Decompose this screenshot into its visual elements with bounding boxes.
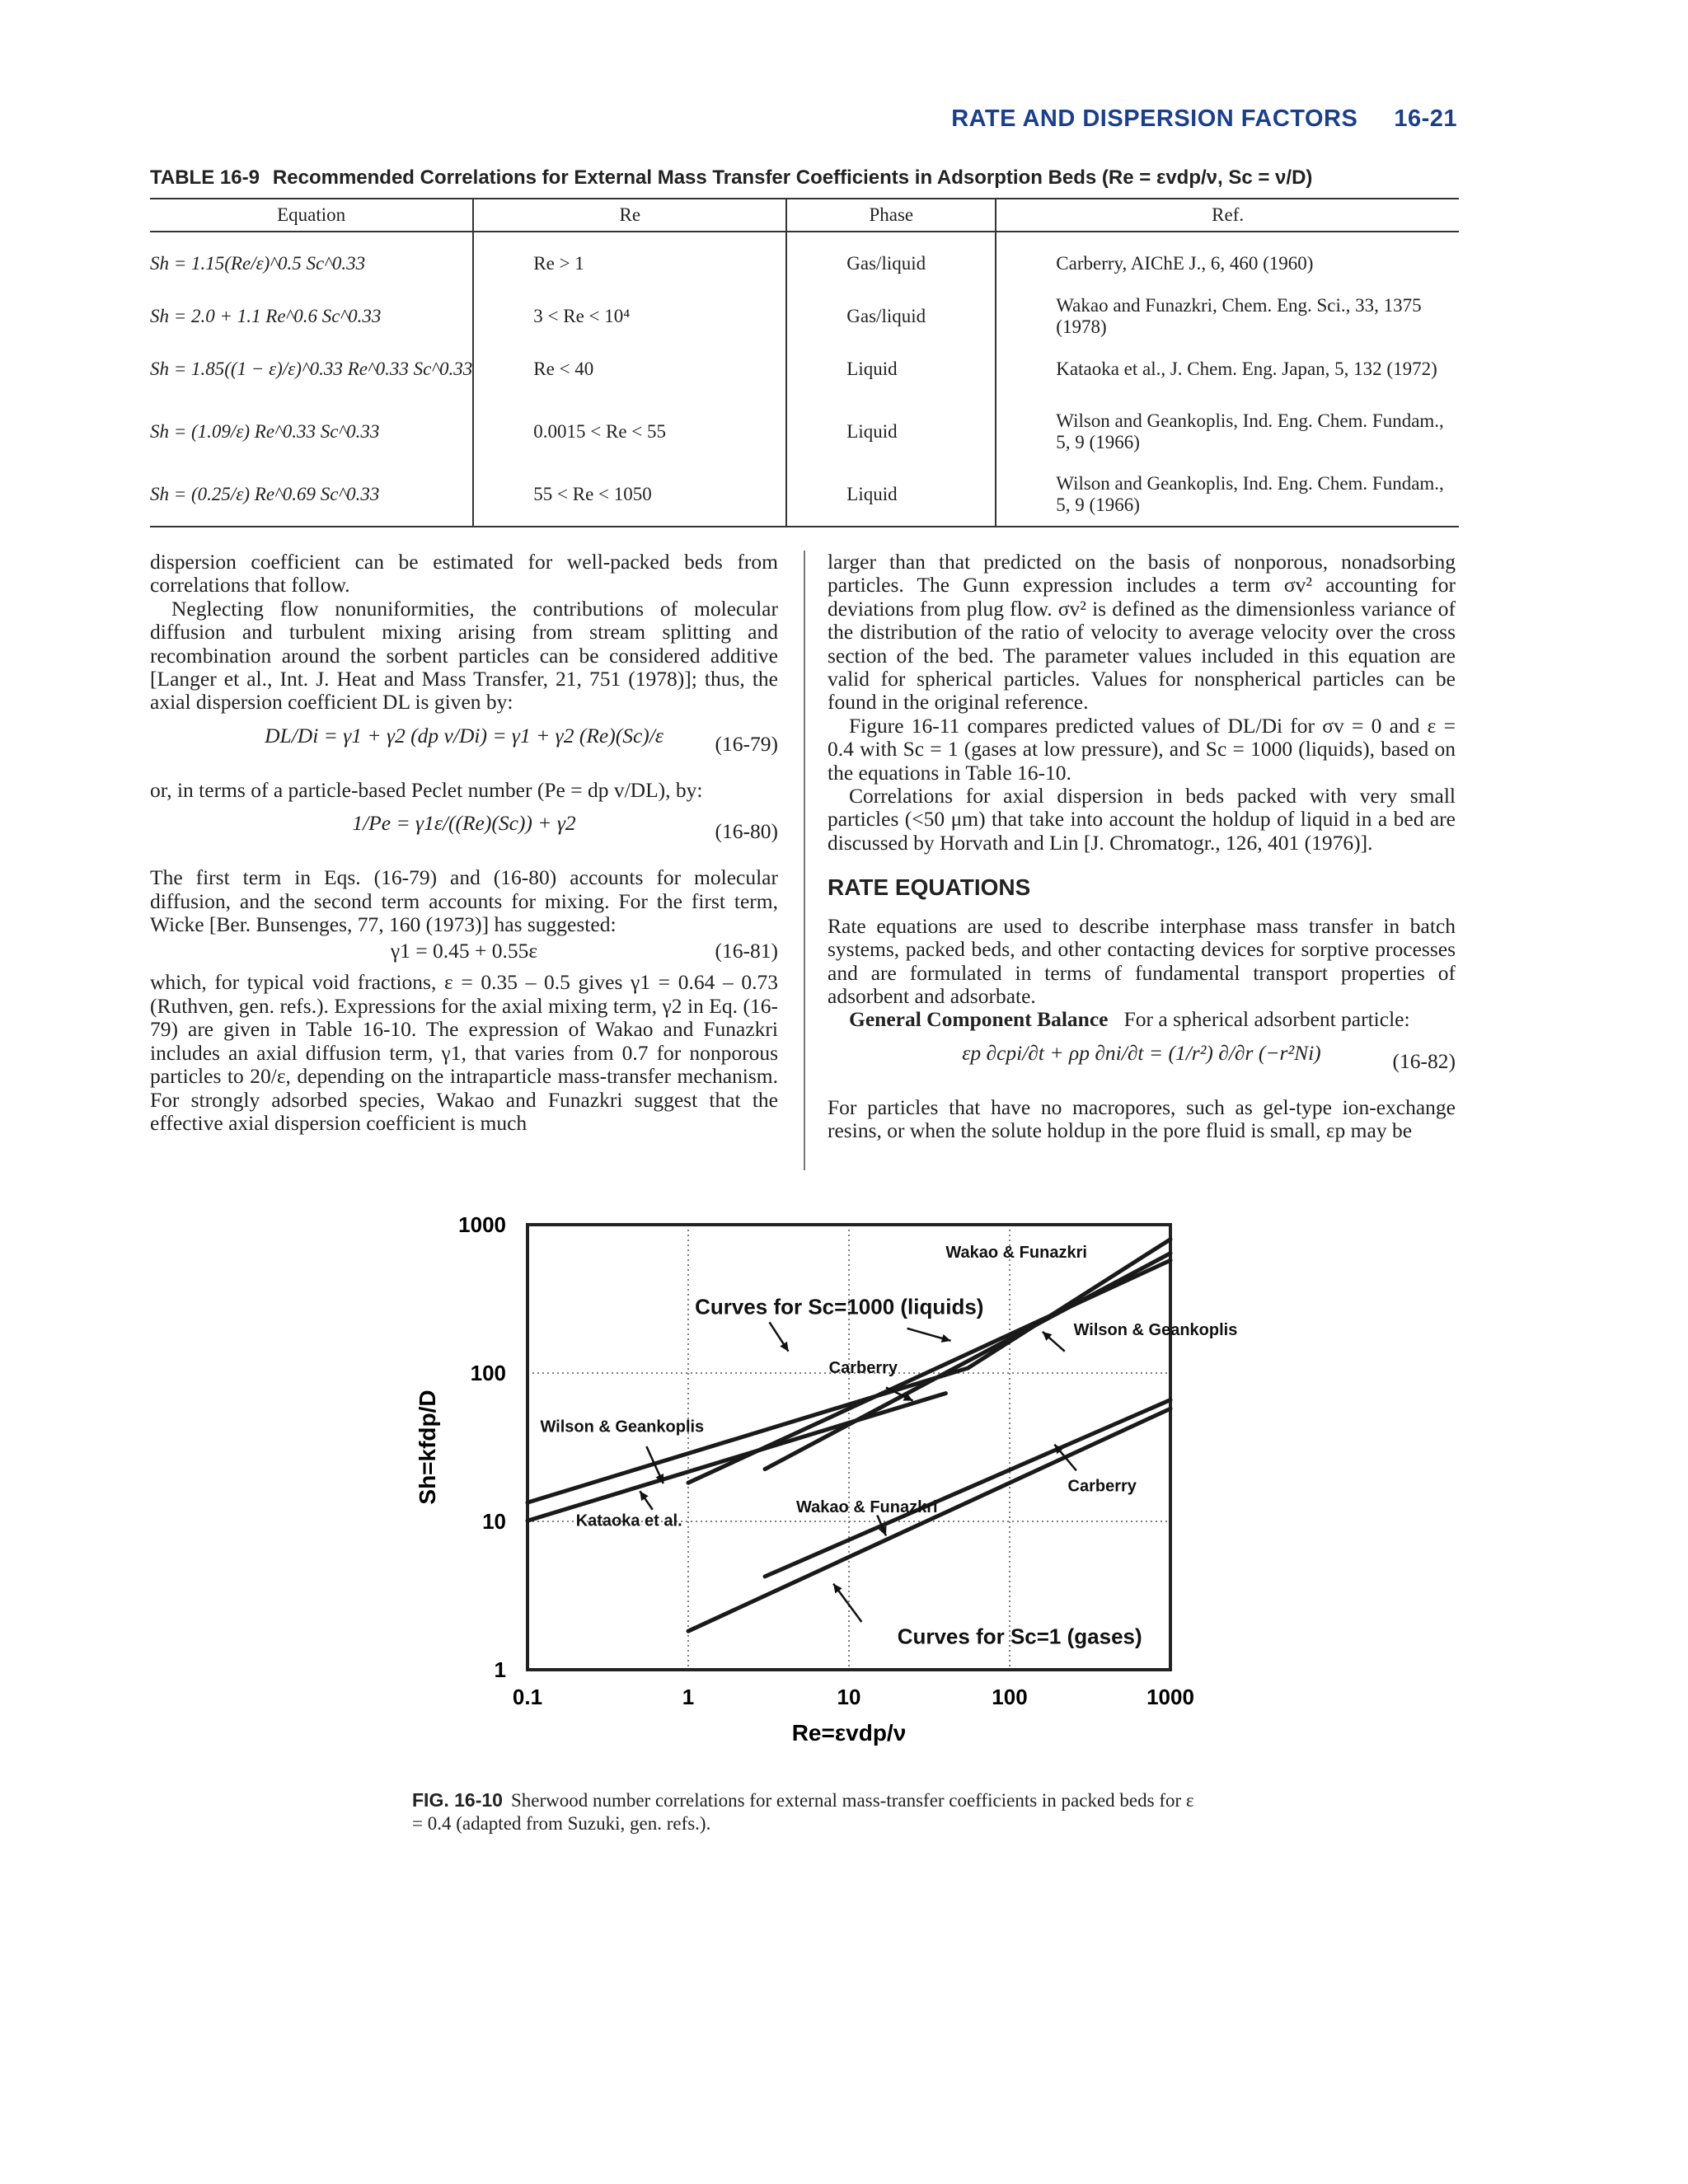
equation-body: εp ∂cpi/∂t + ρp ∂ni/∂t = (1/r²) ∂/∂r (−r²Ni) [962, 1040, 1321, 1065]
page-number: 16-21 [1394, 105, 1457, 132]
table-cell-ref: Wilson and Geankoplis, Ind. Eng. Chem. Fundam., 5, 9 (1966) [996, 401, 1459, 463]
x-axis-title: Re=εvdp/ν [791, 1720, 907, 1746]
annotation-label: Wilson & Geankoplis [1073, 1321, 1238, 1340]
table-cell-phase: Gas/liquid [786, 295, 996, 338]
paragraph: Figure 16-11 compares predicted values of DL/Di for σv = 0 and ε = 0.4 with Sc = 1 (gases at low pressure), and Sc = 1000 (liquids), based on the equations in Table 16-10. [828, 713, 1456, 785]
equation-16-80 [150, 805, 778, 863]
equation-body: DL/Di = γ1 + γ2 (dp v/Di) = γ1 + γ2 (Re)(Sc)/ε [265, 723, 663, 748]
table-cell-re: Re < 40 [473, 338, 786, 401]
table-cell-phase: Liquid [786, 463, 996, 527]
sherwood-chart [396, 1203, 1238, 1764]
figure-caption-text: Sherwood number correlations for external mass-transfer coefficients in packed beds for ε = 0.4 (adapted from Suzuki, gen. refs.). [412, 1790, 1194, 1834]
table-cell-re: 55 < Re < 1050 [473, 463, 786, 527]
table-cell-re: 3 < Re < 10⁴ [473, 295, 786, 338]
paragraph-text: For a spherical adsorbent particle: [1123, 1007, 1410, 1032]
table-cell-re: Re > 1 [473, 232, 786, 295]
grid [528, 1225, 1170, 1670]
x-tick-label: 10 [837, 1685, 861, 1709]
paragraph: larger than that predicted on the basis of nonporous, nonadsorbing particles. The Gunn expression includes a term σv² accounting for deviations from plug flow. σv² is defined as the dimensionless variance of the distribution of the ratio of velocity to average velocity over the cross section of the bed. The parameter values included in this equation are valid for spherical particles. Values for nonspherical particles can be found in the original reference. [828, 550, 1456, 715]
table-header-equation: Equation [150, 199, 473, 232]
table-row [150, 232, 1459, 295]
paragraph [828, 1008, 1456, 1031]
x-tick-label: 0.1 [512, 1685, 543, 1709]
x-tick-label: 100 [992, 1685, 1028, 1709]
table-cell-ref: Carberry, AIChE J., 6, 460 (1960) [996, 232, 1459, 295]
annotation-label: Wakao & Funazkri [945, 1243, 1087, 1262]
annotation-arrowhead [833, 1584, 842, 1594]
table-header-phase: Phase [786, 199, 996, 232]
paragraph: For particles that have no macropores, such as gel-type ion-exchange resins, or when the solute holdup in the pore fluid is small, εp may be [828, 1094, 1456, 1143]
figure-label: FIG. 16-10 [412, 1789, 503, 1811]
table-header-re: Re [473, 199, 786, 232]
annotation-label: Carberry [1067, 1477, 1137, 1496]
x-tick-label: 1 [682, 1685, 695, 1709]
equation-number: (16-79) [715, 731, 778, 756]
equation-number: (16-81) [715, 939, 778, 963]
running-head [951, 105, 1457, 133]
equation-16-79 [150, 718, 778, 776]
section-heading: RATE EQUATIONS [828, 874, 1031, 901]
left-column [150, 551, 778, 1135]
paragraph: Correlations for axial dispersion in beds packed with very small particles (<50 μm) that take into account the holdup of liquid in a bed are discussed by Horvath and Lin [J. Chromatogr., 126, 401 (1976)]. [828, 784, 1456, 855]
paragraph: dispersion coefficient can be estimated for well-packed beds from correlations that follow. [150, 550, 778, 598]
y-tick-label: 100 [470, 1361, 506, 1385]
series-line [688, 1408, 1170, 1631]
figure-caption [412, 1788, 1203, 1835]
column-divider [804, 551, 805, 1170]
x-tick-label: 1000 [1146, 1685, 1194, 1709]
equation-16-81 [150, 940, 778, 968]
right-column [828, 551, 1456, 1143]
equation-16-82 [828, 1035, 1456, 1093]
table-cell-equation: Sh = 2.0 + 1.1 Re^0.6 Sc^0.33 [150, 306, 382, 326]
table-cell-equation: Sh = 1.15(Re/ε)^0.5 Sc^0.33 [150, 253, 366, 274]
annotation-label: Kataoka et al. [575, 1511, 682, 1530]
y-tick-label: 1000 [458, 1212, 506, 1237]
table-cell-re: 0.0015 < Re < 55 [473, 401, 786, 463]
table-caption [150, 166, 1459, 190]
annotation-arrowhead [640, 1491, 648, 1501]
table-cell-phase: Liquid [786, 338, 996, 401]
paragraph: Rate equations are used to describe interphase mass transfer in batch systems, packed beds, and other contacting devices for sorptive processes and are formulated in terms of fundamental transport properties of adsorbent and adsorbate. [828, 913, 1456, 1008]
correlation-table [150, 198, 1459, 527]
equation-body: γ1 = 0.45 + 0.55ε [390, 939, 538, 963]
table-label: TABLE 16-9 [150, 166, 260, 189]
equation-number: (16-82) [1392, 1048, 1456, 1073]
paragraph: which, for typical void fractions, ε = 0.35 – 0.5 gives γ1 = 0.64 – 0.73 (Ruthven, gen. refs.). Expressions for the axial mixing term, γ2 in Eq. (16-79) are given in Table 16-10. The expression of Wakao and Funazkri includes an axial diffusion term, γ1, that varies from 0.7 for nonporous particles to 20/ε, depending on the intraparticle mass-transfer mechanism. For strongly adsorbed species, Wakao and Funazkri suggest that the effective axial dispersion coefficient is much [150, 970, 778, 1135]
table-header-ref: Ref. [996, 199, 1459, 232]
running-head-title: RATE AND DISPERSION FACTORS [951, 105, 1358, 132]
table-row [150, 295, 1459, 338]
paragraph: or, in terms of a particle-based Peclet number (Pe = dp v/DL), by: [150, 777, 703, 802]
equation-body: 1/Pe = γ1ε/((Re)(Sc)) + γ2 [352, 811, 576, 836]
table-cell-equation: Sh = 1.85((1 − ε)/ε)^0.33 Re^0.33 Sc^0.33 [150, 359, 473, 379]
run-in-heading: General Component Balance [849, 1007, 1109, 1032]
table-title: Recommended Correlations for External Mass Transfer Coefficients in Adsorption Beds (Re = εvdp/ν, Sc = ν/D) [272, 166, 1313, 189]
annotation-label: Curves for Sc=1 (gases) [897, 1624, 1142, 1649]
table-cell-ref: Wakao and Funazkri, Chem. Eng. Sci., 33, 1375 (1978) [996, 295, 1459, 338]
annotation-label: Curves for Sc=1000 (liquids) [695, 1294, 984, 1319]
table-cell-phase: Liquid [786, 401, 996, 463]
paragraph: Neglecting flow nonuniformities, the contributions of molecular diffusion and turbulent mixing arising from stream splitting and recombination around the sorbent particles can be considered additive [Langer et al., Int. J. Heat and Mass Transfer, 21, 751 (1978)]; thus, the axial dispersion coefficient DL is given by: [150, 596, 778, 715]
paragraph: The first term in Eqs. (16-79) and (16-80) accounts for molecular diffusion, and the second term accounts for mixing. For the first term, Wicke [Ber. Bunsenges, 77, 160 (1973)] has suggested: [150, 865, 778, 937]
table-row [150, 463, 1459, 527]
y-tick-label: 10 [482, 1509, 506, 1534]
annotation-label: Carberry [828, 1359, 898, 1377]
table-cell-equation: Sh = (0.25/ε) Re^0.69 Sc^0.33 [150, 484, 380, 504]
annotation-label: Wakao & Funazkri [796, 1498, 938, 1517]
table-cell-ref: Wilson and Geankoplis, Ind. Eng. Chem. Fundam., 5, 9 (1966) [996, 463, 1459, 527]
equation-number: (16-80) [715, 819, 778, 844]
table-row [150, 401, 1459, 463]
y-axis-title: Sh=kfdp/D [415, 1390, 440, 1505]
table-row [150, 338, 1459, 401]
y-tick-label: 1 [494, 1657, 506, 1682]
annotation-label: Wilson & Geankoplis [540, 1418, 705, 1436]
table-cell-ref: Kataoka et al., J. Chem. Eng. Japan, 5, 132 (1972) [996, 338, 1459, 401]
annotations [540, 1244, 1237, 1648]
table-cell-equation: Sh = (1.09/ε) Re^0.33 Sc^0.33 [150, 421, 380, 442]
table-cell-phase: Gas/liquid [786, 232, 996, 295]
